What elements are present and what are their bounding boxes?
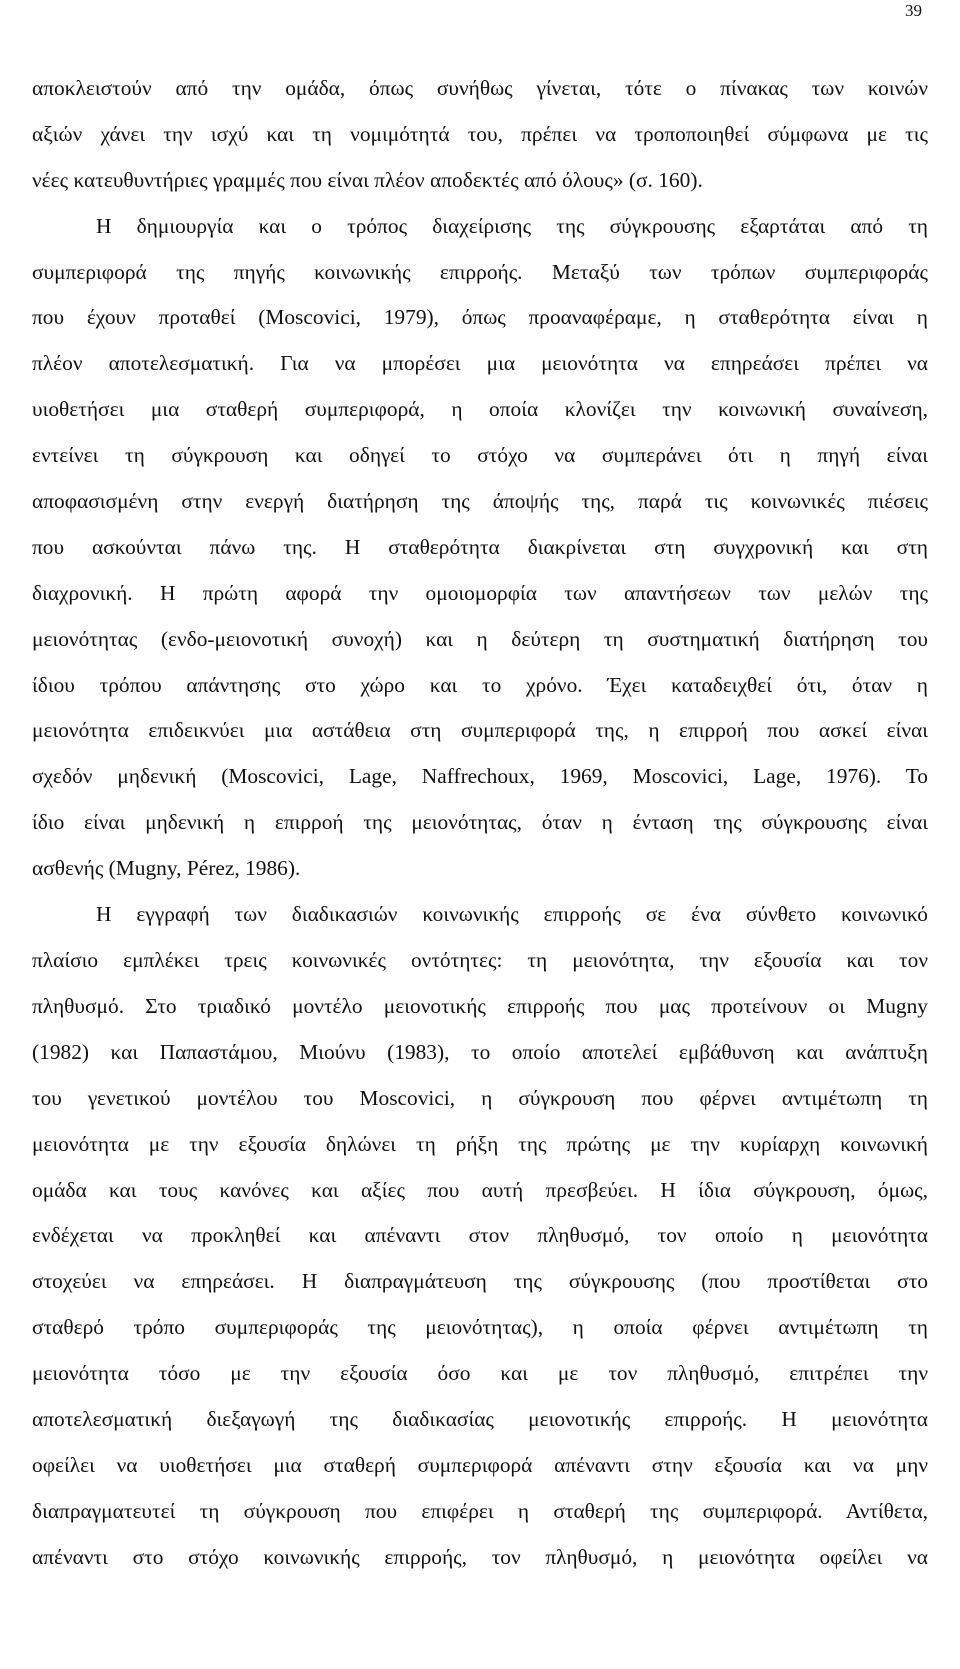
text-line: απέναντι στο στόχο κοινωνικής επιρροής, τον πληθυσμό, η μειονότητα οφείλει να [32,1544,928,1569]
text-line: σταθερό τρόπο συμπεριφοράς της μειονότητας), η οποία φέρνει αντιμέτωπη τη [32,1315,928,1340]
text-line: αποτελεσματική διεξαγωγή της διαδικασίας μειονοτικής επιρροής. Η μειονότητα [32,1406,928,1431]
text-line: εντείνει τη σύγκρουση και οδηγεί το στόχο να συμπεράνει ότι η πηγή είναι [32,443,928,468]
text-line: αποφασισμένη στην ενεργή διατήρηση της άποψής της, παρά τις κοινωνικές πιέσεις [32,489,928,514]
text-line: ίδιο είναι μηδενική η επιρροή της μειονότητας, όταν η ένταση της σύγκρουσης είναι [32,810,928,835]
text-line: πλέον αποτελεσματική. Για να μπορέσει μια μειονότητα να επηρεάσει πρέπει να [32,351,928,376]
text-line: του γενετικού μοντέλου του Moscovici, η σύγκρουση που φέρνει αντιμέτωπη τη [32,1085,928,1110]
text-line: που ασκούνται πάνω της. Η σταθερότητα διακρίνεται στη συγχρονική και στη [32,534,928,559]
text-line: Η εγγραφή των διαδικασιών κοινωνικής επιρροής σε ένα σύνθετο κοινωνικό [96,902,928,927]
text-line: οφείλει να υιοθετήσει μια σταθερή συμπεριφορά απέναντι στην εξουσία και να μην [32,1452,928,1477]
page-number: 39 [905,1,922,20]
text-line: που έχουν προταθεί (Moscovici, 1979), όπως προαναφέραμε, η σταθερότητα είναι η [32,305,928,330]
text-line: πληθυσμό. Στο τριαδικό μοντέλο μειονοτικής επιρροής που μας προτείνουν οι Mugny [32,993,928,1018]
text-line: διαχρονική. Η πρώτη αφορά την ομοιομορφία των απαντήσεων των μελών της [32,580,928,605]
text-line: διαπραγματευτεί τη σύγκρουση που επιφέρει η σταθερή της συμπεριφορά. Αντίθετα, [32,1498,928,1523]
text-line: αξιών χάνει την ισχύ και τη νομιμότητά του, πρέπει να τροποποιηθεί σύμφωνα με τις [32,121,928,146]
text-line: (1982) και Παπαστάμου, Μιούνυ (1983), το οποίο αποτελεί εμβάθυνση και ανάπτυξη [32,1039,928,1064]
text-line: μειονότητα επιδεικνύει μια αστάθεια στη συμπεριφορά της, η επιρροή που ασκεί είναι [32,718,928,743]
text-line: συμπεριφορά της πηγής κοινωνικής επιρροής. Μεταξύ των τρόπων συμπεριφοράς [32,259,928,284]
paragraph-2 [32,204,928,892]
text-line: ενδέχεται να προκληθεί και απέναντι στον πληθυσμό, τον οποίο η μειονότητα [32,1223,928,1248]
paragraph-3 [32,892,928,1580]
paragraph-1 [32,66,928,204]
text-line: αποκλειστούν από την ομάδα, όπως συνήθως γίνεται, τότε ο πίνακας των κοινών [32,76,928,100]
text-line: στοχεύει να επηρεάσει. Η διαπραγμάτευση της σύγκρουσης (που προστίθεται στο [32,1269,928,1294]
text-line: ομάδα και τους κανόνες και αξίες που αυτή πρεσβεύει. Η ίδια σύγκρουση, όμως, [32,1177,928,1202]
text-line: πλαίσιο εμπλέκει τρεις κοινωνικές οντότητες: τη μειονότητα, την εξουσία και τον [32,948,928,973]
text-line: υιοθετήσει μια σταθερή συμπεριφορά, η οποία κλονίζει την κοινωνική συναίνεση, [32,397,928,422]
text-line: ασθενής (Mugny, Pérez, 1986). [32,856,301,881]
text-line: σχεδόν μηδενική (Moscovici, Lage, Naffrechoux, 1969, Moscovici, Lage, 1976). Το [32,764,928,789]
text-line: νέες κατευθυντήριες γραμμές που είναι πλέον αποδεκτές από όλους» (σ. 160). [32,167,703,192]
text-line: μειονότητας (ενδο-μειονοτική συνοχή) και η δεύτερη τη συστηματική διατήρηση του [32,626,928,651]
text-line: μειονότητα τόσο με την εξουσία όσο και με τον πληθυσμό, επιτρέπει την [32,1361,928,1386]
text-line: Η δημιουργία και ο τρόπος διαχείρισης της σύγκρουσης εξαρτάται από τη [96,213,928,238]
text-line: ίδιου τρόπου απάντησης στο χώρο και το χρόνο. Έχει καταδειχθεί ότι, όταν η [32,672,928,697]
text-line: μειονότητα με την εξουσία δηλώνει τη ρήξη της πρώτης με την κυρίαρχη κοινωνική [32,1131,928,1156]
